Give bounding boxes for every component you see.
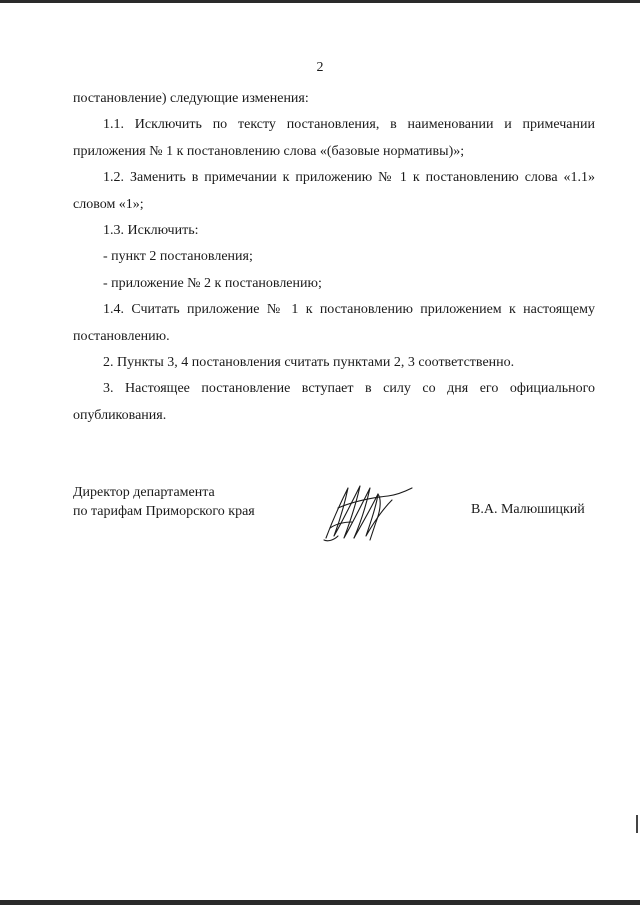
signatory-name: В.А. Малюшицкий bbox=[471, 502, 585, 517]
paragraph-1-4: 1.4. Считать приложение № 1 к постановлению приложением к настоящему постановлению. bbox=[73, 302, 595, 344]
paragraph-2: 2. Пункты 3, 4 постановления считать пунктами 2, 3 соответственно. bbox=[103, 355, 515, 371]
signatory-title bbox=[73, 483, 255, 521]
list-item-point-2: - пункт 2 постановления; bbox=[103, 249, 253, 265]
page-number: 2 bbox=[316, 60, 324, 75]
paragraph-3: 3. Настоящее постановление вступает в силу со дня его официального опубликования. bbox=[73, 381, 595, 423]
list-item-appendix-2: - приложение № 2 к постановлению; bbox=[103, 275, 322, 291]
paragraph-1-1: 1.1. Исключить по тексту постановления, в наименовании и примечании приложения № 1 к постановлению слова «(базовые нормативы)»; bbox=[73, 117, 595, 159]
paragraph-1-3: 1.3. Исключить: bbox=[103, 223, 199, 239]
paragraph-continuation: постановление) следующие изменения: bbox=[73, 91, 309, 106]
handwritten-signature bbox=[318, 478, 418, 546]
scan-edge-mark bbox=[636, 815, 638, 833]
paragraph-1-2: 1.2. Заменить в примечании к приложению № 1 к постановлению слова «1.1» словом «1»; bbox=[73, 170, 595, 212]
scan-edge-top bbox=[0, 0, 640, 3]
document-body bbox=[73, 86, 595, 429]
signatory-title-line-1: Директор департамента bbox=[73, 485, 215, 500]
signatory-title-line-2: по тарифам Приморского края bbox=[73, 504, 255, 519]
scan-edge-bottom bbox=[0, 900, 640, 905]
